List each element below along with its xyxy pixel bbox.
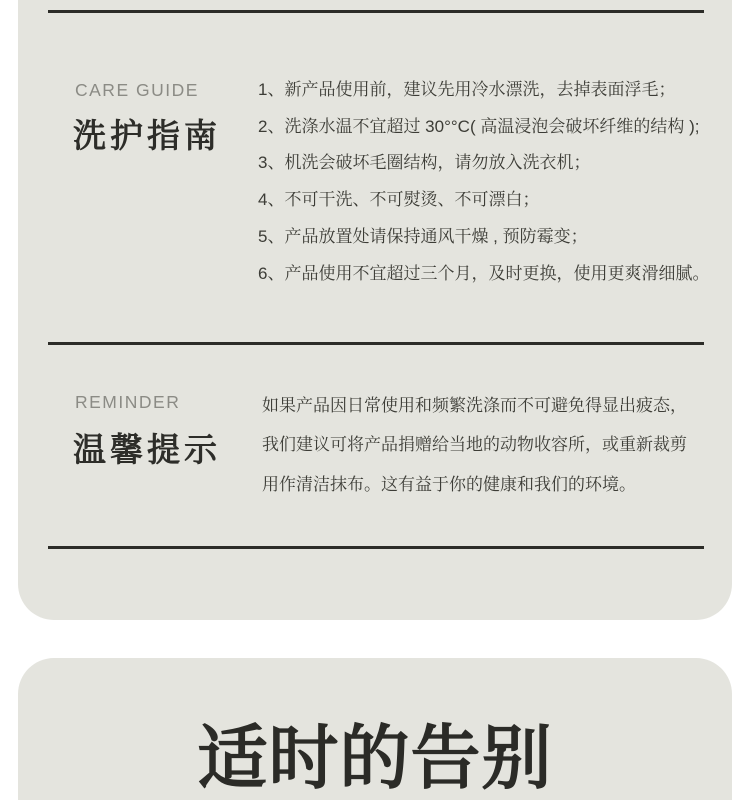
reminder-line: 如果产品因日常使用和频繁洗涤而不可避免得显出疲态， xyxy=(262,396,687,415)
farewell-headline: 适时的告别 xyxy=(197,719,553,797)
care-instruction-item: 2、洗涤水温不宜超过 30°°C( 高温浸泡会破坏纤维的结构 ); xyxy=(258,116,700,136)
care-instruction-item: 4、不可干洗、不可熨烫、不可漂白； xyxy=(258,190,540,210)
care-instruction-item: 6、产品使用不宜超过三个月，及时更换，使用更爽滑细腻。 xyxy=(258,263,710,283)
section-divider-top xyxy=(48,10,704,13)
reminder-title: 温馨提示 xyxy=(73,431,221,468)
care-instruction-item: 3、机洗会破坏毛圈结构，请勿放入洗衣机； xyxy=(258,153,591,173)
care-instruction-item: 1、新产品使用前，建议先用冷水漂洗，去掉表面浮毛； xyxy=(258,80,676,99)
care-instruction-list xyxy=(258,72,709,292)
care-instruction-item: 5、产品放置处请保持通风干燥 , 预防霉变； xyxy=(258,226,588,246)
care-guide-label-en: CARE GUIDE xyxy=(75,80,199,100)
section-divider-middle xyxy=(48,342,704,345)
reminder-label-en: REMINDER xyxy=(75,392,181,412)
care-guide-title: 洗护指南 xyxy=(73,117,221,154)
reminder-paragraph xyxy=(262,386,687,504)
reminder-line: 我们建议可将产品捐赠给当地的动物收容所，或重新裁剪 xyxy=(262,435,687,455)
reminder-line: 用作清洁抹布。这有益于你的健康和我们的环境。 xyxy=(262,474,636,494)
section-divider-bottom xyxy=(48,546,704,549)
